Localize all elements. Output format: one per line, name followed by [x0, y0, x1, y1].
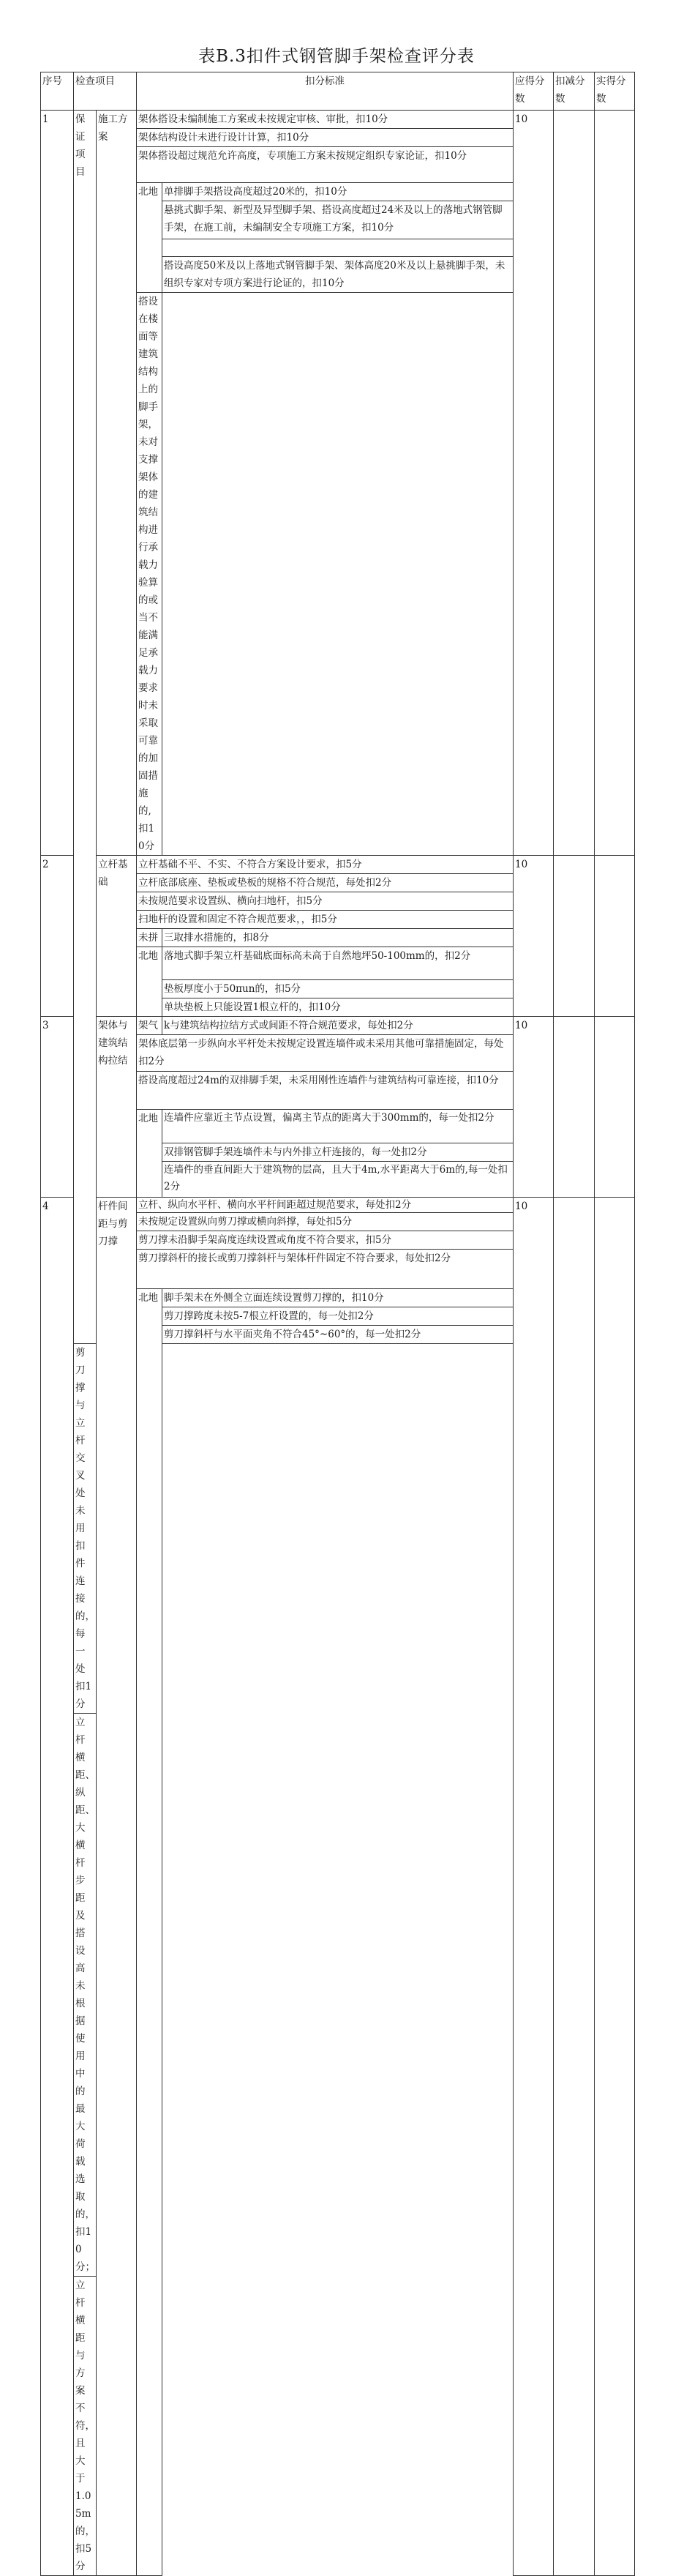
- section-1-sub-item-2: 悬挑式脚手架、新型及异型脚手架、搭设高度超过24米及以上的落地式钢管脚手架，在施工前，未编制安全专项施工方案，扣10分: [162, 201, 514, 239]
- section-3-sub-item-1: 连墙件应靠近主节点设置，偏离主节点的距离大于300mm的，每一处扣2分: [162, 1110, 514, 1143]
- section-4-deduct: [554, 1198, 595, 2576]
- section-2-item-1: 立杆基础不平、不实、不符合方案设计要求，扣5分: [137, 856, 514, 874]
- section-4-sub-item-1: 脚手架未在外侧全立面连续设置剪刀撑的，扣10分: [162, 1289, 514, 1307]
- section-3-score: 10: [514, 1017, 554, 1198]
- section-4-seq: 4: [41, 1198, 74, 2576]
- section-4-item-3: 剪刀撑未沿脚手架高度连续设置或角度不符合要求，扣5分: [137, 1231, 514, 1250]
- section-3-split-label: 架气: [137, 1017, 162, 1035]
- section-3-item-2: 搭设高度超过24m的双排脚手架，未采用刚性连墙件与建筑结构可靠连接，扣10分: [137, 1072, 514, 1110]
- section-4-name: 杆件间距与剪刀撑: [97, 1198, 137, 2576]
- header-due: 应得分数: [514, 72, 554, 111]
- header-deduct: 扣减分数: [554, 72, 595, 111]
- section-2-item-2: 立杆底部底座、垫板或垫板的规格不符合规范，每处扣2分: [137, 874, 514, 892]
- section-3-split-text: k与建筑结构拉结方式或间距不符合规范要求，每处扣2分: [162, 1017, 514, 1035]
- section-3-item-1: 架体底层第一步纵向水平杆处未按规定设置连墙件或未采用其他可靠措施固定，每处扣2分: [137, 1035, 514, 1072]
- section-2-sub-item-3: 单块垫板上只能设置1根立杆的，扣10分: [162, 998, 514, 1017]
- page-title: 表B.3扣件式钢管脚手架检查评分表: [198, 47, 475, 66]
- section-3-sub-item-3: 连墙件的垂直间距大于建筑物的层高，且大于4m,水平距离大于6m的,每一处扣2分: [162, 1162, 514, 1198]
- section-3-name: 架体与建筑结构拉结: [97, 1017, 137, 1198]
- section-2-sub-item-1: 落地式脚手架立杆基础底面标高未高于自然地坪50-100mm的，扣2分: [162, 947, 514, 980]
- section-4-sub-item-3: 剪刀撑斜杆与水平面夹角不符合45°~60°的，每一处扣2分: [162, 1326, 514, 1344]
- section-1-spacer: [162, 239, 514, 257]
- section-2-name: 立杆基础: [97, 856, 137, 1017]
- section-3-sub-item-2: 双排钢管脚手架连墙件未与内外排立杆连接的，每一处扣2分: [162, 1143, 514, 1162]
- section-1-score: 10: [514, 111, 554, 856]
- section-3-deduct: [554, 1017, 595, 1198]
- section-4-actual: [595, 1198, 635, 2576]
- section-1-sub-item-1: 单排脚手架搭设高度超过20米的，扣10分: [162, 183, 514, 201]
- section-4-item-4: 剪刀撑斜杆的接长或剪刀撑斜杆与架体杆件固定不符合要求，每处扣2分: [137, 1250, 514, 1289]
- section-2-item-3: 未按规范要求设置纵、横向扫地杆，扣5分: [137, 892, 514, 911]
- section-2-item-4: 扫地杆的设置和固定不符合规范要求，，扣5分: [137, 911, 514, 929]
- section-2-sub-item-2: 垫板厚度小于50πun的，扣5分: [162, 980, 514, 998]
- section-1-item-2: 架体结构设计未进行设计计算，扣10分: [137, 129, 514, 147]
- section-1-deduct: [554, 111, 595, 856]
- group-label: 保证项目: [74, 111, 97, 1344]
- section-4-item-1: 立杆、纵向水平杆、横向水平杆间距超过规范要求，每处扣2分: [137, 1198, 514, 1213]
- section-4-item-2: 未按规定设置纵向剪刀撑或横向斜撑，每处扣5分: [137, 1213, 514, 1231]
- section-3-sub-label: 北地: [137, 1110, 162, 1198]
- header-seq: 序号: [41, 72, 74, 111]
- section-1-sub-item-4: 搭设在楼面等建筑结构上的脚手架，未对支撑架体的建筑结构进行承载力验算的或当不能满足承载力要求时未采取可靠的加固措施的,扣10分: [137, 293, 162, 856]
- section-4-sub-label: 北地: [137, 1289, 162, 2576]
- header-item: 检查项目: [74, 72, 137, 111]
- section-1-actual: [595, 111, 635, 856]
- section-4-sub-item-4: 剪刀撑与立杆交叉处未用扣件连接的，每一处扣1分: [74, 1344, 97, 1714]
- section-1-name: 施工方案: [97, 111, 137, 856]
- section-1-sub-label: 北地: [137, 183, 162, 293]
- section-4-sub-item-2: 剪刀撑跨度未按5-7根立杆设置的，每一处扣2分: [162, 1307, 514, 1326]
- section-2-deduct: [554, 856, 595, 1017]
- header-standard: 扣分标准: [137, 72, 514, 111]
- score-table: [40, 72, 635, 2576]
- section-1-seq: 1: [41, 111, 74, 856]
- section-2-actual: [595, 856, 635, 1017]
- section-2-split-text: 三取排水措施的，扣8分: [162, 929, 514, 947]
- section-4-score: 10: [514, 1198, 554, 2576]
- section-1-item-1: 架体搭设未编制施工方案或未按规定审核、审批，扣10分: [137, 111, 514, 129]
- header-actual: 实得分数: [595, 72, 635, 111]
- section-2-sub-label: 北地: [137, 947, 162, 1017]
- section-1-item-3: 架体搭设超过规范允许高度，专项施工方案未按规定组织专家论证，扣10分: [137, 147, 514, 183]
- section-4-sub-item-6: 立杆横距与方案不符，且大于1.05m的，扣5分: [74, 2277, 97, 2576]
- section-2-score: 10: [514, 856, 554, 1017]
- section-1-sub-item-3: 搭设高度50米及以上落地式钢管脚手架、架体高度20米及以上悬挑脚手架，未组织专家对专项方案进行论证的，扣10分: [162, 257, 514, 293]
- section-4-sub-item-5: 立杆横距、纵距、大横杆步距及搭设高未根据使用中的最大荷载选取的，扣10分；: [74, 1714, 97, 2277]
- section-3-actual: [595, 1017, 635, 1198]
- section-2-split-label: 未拼: [137, 929, 162, 947]
- section-3-seq: 3: [41, 1017, 74, 1198]
- section-2-seq: 2: [41, 856, 74, 1017]
